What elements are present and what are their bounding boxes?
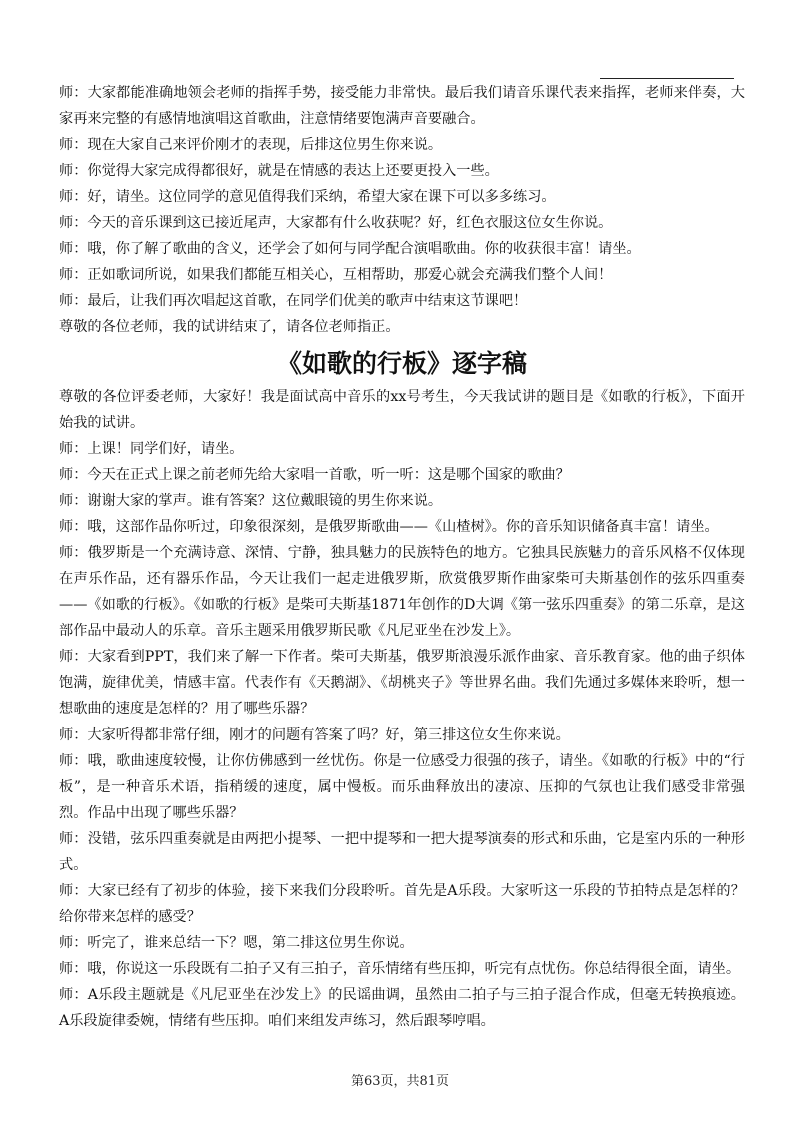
paragraph: 师：最后，让我们再次唱起这首歌，在同学们优美的歌声中结束这节课吧！	[59, 293, 528, 309]
paragraph: 师：大家听得都非常仔细，刚才的问题有答案了吗？好，第三排这位女生你来说。	[59, 727, 570, 743]
paragraph: 师：哦，这部作品你听过，印象很深刻，是俄罗斯歌曲——《山楂树》。你的音乐知识储备真丰富！请坐。	[59, 519, 719, 535]
paragraph: 师：今天在正式上课之前老师先给大家唱一首歌，听一听：这是哪个国家的歌曲？	[59, 467, 570, 483]
paragraph: 师：A乐段主题就是《凡尼亚坐在沙发上》的民谣曲调，虽然由二拍子与三拍子混合作成，但毫无转换痕迹。A乐段旋律委婉，情绪有些压抑。咱们来组发声练习，然后跟琴哼唱。	[59, 987, 745, 1029]
paragraph: 师：好，请坐。这位同学的意见值得我们采纳，希望大家在课下可以多多练习。	[59, 189, 556, 205]
paragraph: 尊敬的各位老师，我的试讲结束了，请各位老师指正。	[59, 319, 400, 335]
paragraph: 师：哦，你说这一乐段既有二拍子又有三拍子，音乐情绪有些压抑，听完有点忧伤。你总结得很全面，请坐。	[59, 961, 741, 977]
paragraph: 师：谢谢大家的掌声。谁有答案？这位戴眼镜的男生你来说。	[59, 493, 443, 509]
paragraph: 师：上课！同学们好，请坐。	[59, 441, 244, 457]
section-title: 《如歌的行板》逐字稿	[276, 349, 527, 378]
paragraph: 师：听完了，谁来总结一下？嗯，第二排这位男生你说。	[59, 935, 414, 951]
paragraph: 师：大家已经有了初步的体验，接下来我们分段聆听。首先是A乐段。大家听这一乐段的节拍特点是怎样的？给你带来怎样的感受？	[59, 883, 745, 925]
paragraph: 师：你觉得大家完成得都很好，就是在情感的表达上还要更投入一些。	[59, 163, 499, 179]
page-number: 第63页，共81页	[350, 1074, 450, 1089]
paragraph: 师：正如歌词所说，如果我们都能互相关心，互相帮助，那爱心就会充满我们整个人间！	[59, 267, 613, 283]
paragraph: 师：大家都能准确地领会老师的指挥手势，接受能力非常快。最后我们请音乐课代表来指挥，老师来伴奏，大家再来完整的有感情地演唱这首歌曲，注意情绪要饱满声音要融合。	[59, 85, 745, 127]
paragraph: 师：俄罗斯是一个充满诗意、深情、宁静，独具魅力的民族特色的地方。它独具民族魅力的音乐风格不仅体现在声乐作品，还有器乐作品，今天让我们一起走进俄罗斯，欣赏俄罗斯作曲家柴可夫斯基创作的弦乐四重奏——《如歌的行板》。《如歌的行板》是柴可夫斯基1871年创作的D大调《第一弦乐四重奏》的第二乐章，是这部作品中最动人的乐章。音乐主题采用俄罗斯民歌《凡尼亚坐在沙发上》。	[59, 545, 745, 639]
paragraph: 师：现在大家自己来评价刚才的表现，后排这位男生你来说。	[59, 137, 443, 153]
paragraph: 尊敬的各位评委老师，大家好！我是面试高中音乐的xx号考生，今天我试讲的题目是《如歌的行板》，下面开始我的试讲。	[59, 389, 745, 431]
header-rule	[600, 78, 734, 79]
document-body	[59, 80, 745, 1034]
paragraph: 师：大家看到PPT，我们来了解一下作者。柴可夫斯基，俄罗斯浪漫乐派作曲家、音乐教育家。他的曲子织体饱满，旋律优美，情感丰富。代表作有《天鹅湖》、《胡桃夹子》等世界名曲。我们先通过多媒体来聆听，想一想歌曲的速度是怎样的？用了哪些乐器？	[59, 649, 745, 717]
paragraph: 师：今天的音乐课到这已接近尾声，大家都有什么收获呢？好，红色衣服这位女生你说。	[59, 215, 613, 231]
paragraph: 师：哦，歌曲速度较慢，让你仿佛感到一丝忧伤。你是一位感受力很强的孩子，请坐。《如歌的行板》中的“行板”，是一种音乐术语，指稍缓的速度，属中慢板。而乐曲释放出的凄凉、压抑的气氛也让我们感受非常强烈。作品中出现了哪些乐器？	[59, 753, 745, 821]
paragraph: 师：没错，弦乐四重奏就是由两把小提琴、一把中提琴和一把大提琴演奏的形式和乐曲，它是室内乐的一种形式。	[59, 831, 745, 873]
paragraph: 师：哦，你了解了歌曲的含义，还学会了如何与同学配合演唱歌曲。你的收获很丰富！请坐。	[59, 241, 641, 257]
